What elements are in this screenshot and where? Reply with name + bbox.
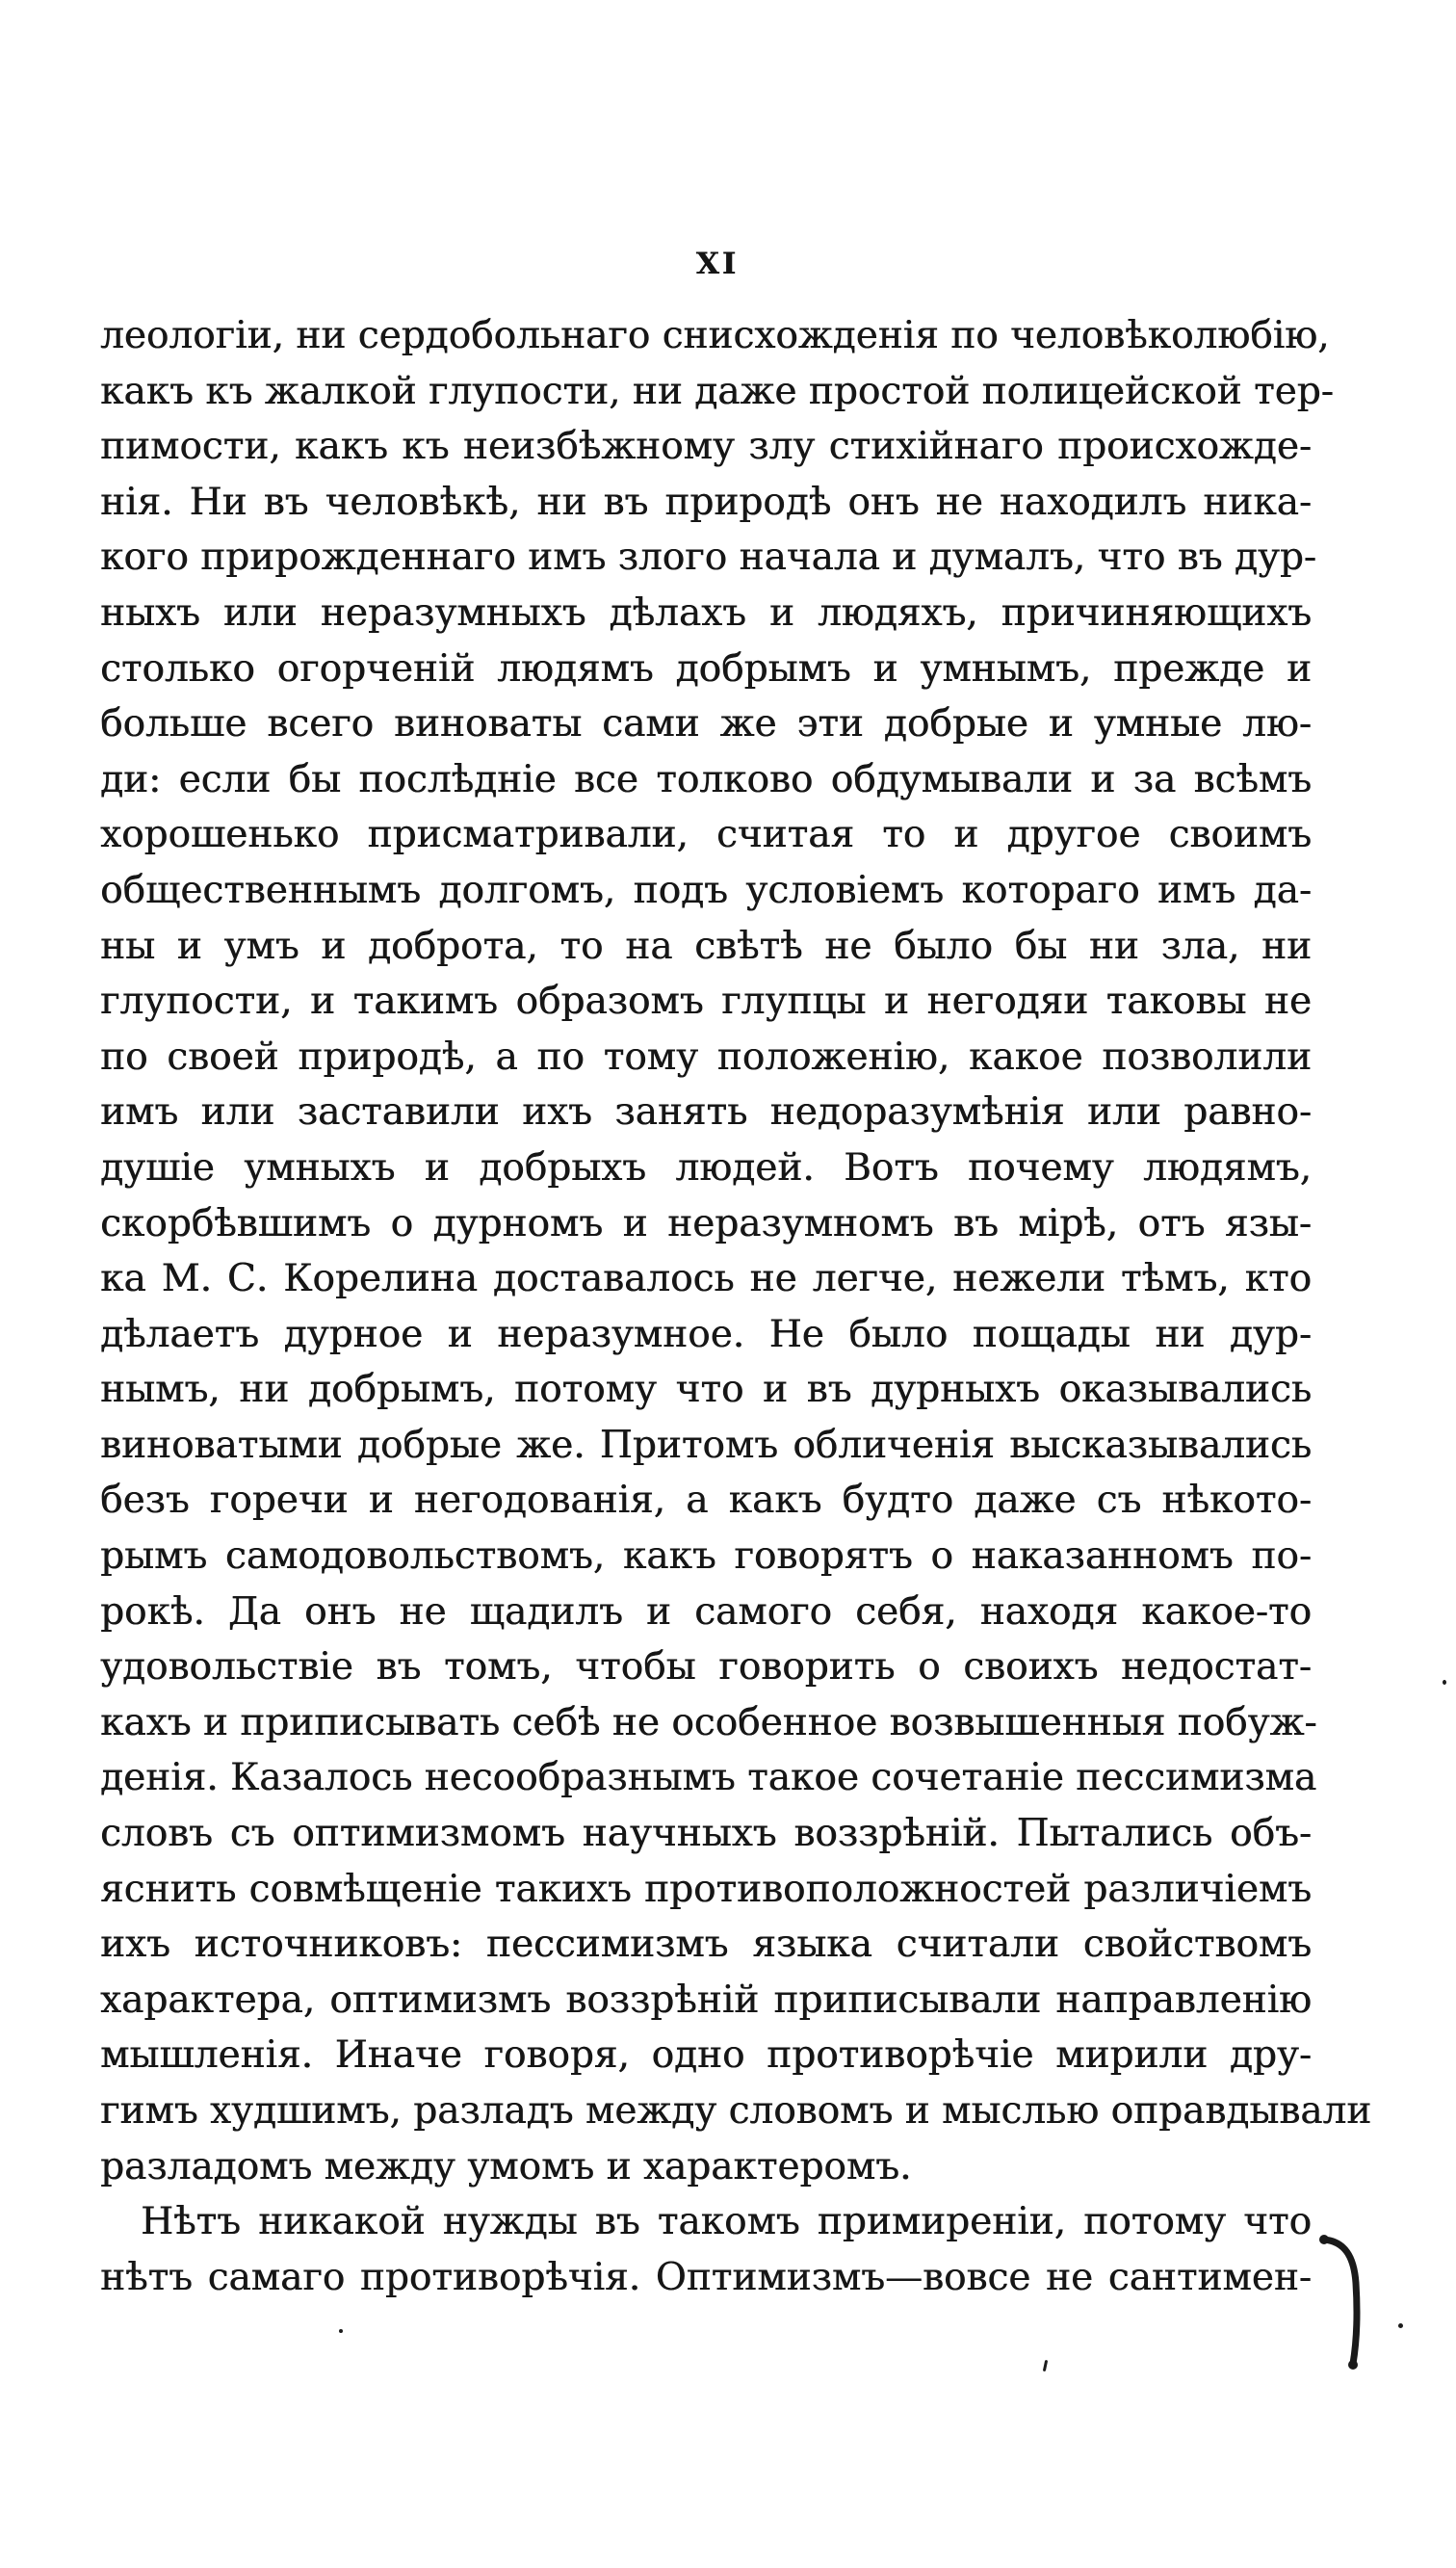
text-line: дѣлаетъ дурное и неразумное. Не было пощады ни дур- <box>100 1312 1312 1356</box>
text-line: рымъ самодовольствомъ, какъ говорятъ о наказанномъ по- <box>100 1534 1312 1579</box>
text-line: хорошенько присматривали, считая то и другое своимъ <box>100 813 1312 857</box>
text-line: скорбѣвшимъ о дурномъ и неразумномъ въ мірѣ, отъ язы- <box>100 1201 1312 1245</box>
text-line: имъ или заставили ихъ занять недоразумѣнія или равно- <box>100 1090 1312 1135</box>
text-line: разладомъ между умомъ и характеромъ. <box>100 2144 912 2188</box>
text-line: ка М. С. Корелина доставалось не легче, нежели тѣмъ, кто <box>100 1257 1312 1301</box>
ink-speck <box>1043 2360 1048 2371</box>
text-line: нымъ, ни добрымъ, потому что и въ дурныхъ оказывались <box>100 1368 1312 1412</box>
text-block <box>100 308 1372 2305</box>
text-line: ди: если бы послѣдніе все толково обдумывали и за всѣмъ <box>100 757 1312 801</box>
text-line: словъ съ оптимизмомъ научныхъ воззрѣній. Пытались объ- <box>100 1812 1312 1856</box>
text-line: рокѣ. Да онъ не щадилъ и самого себя, находя какое-то <box>100 1589 1312 1634</box>
text-line: леологіи, ни сердобольнаго снисхожденія по человѣколюбію, <box>100 314 1330 357</box>
text-line: виноватыми добрые же. Притомъ обличенія высказывались <box>100 1423 1312 1467</box>
text-line: столько огорченій людямъ добрымъ и умнымъ, прежде и <box>100 646 1312 691</box>
pen-mark <box>1315 2223 1373 2382</box>
text-line: характера, оптимизмъ воззрѣній приписывали направленію <box>100 1978 1312 2022</box>
ink-speck <box>1443 1680 1446 1685</box>
text-line: удовольствіе въ томъ, чтобы говорить о своихъ недостат- <box>100 1645 1312 1690</box>
text-line: безъ горечи и негодованія, а какъ будто даже съ нѣкото- <box>100 1479 1312 1523</box>
text-line: по своей природѣ, а по тому положенію, какое позволили <box>100 1035 1312 1079</box>
text-line: ихъ источниковъ: пессимизмъ языка считали свойствомъ <box>100 1923 1312 1967</box>
text-line: глупости, и такимъ образомъ глупцы и негодяи таковы не <box>100 980 1312 1024</box>
text-line: Нѣтъ никакой нужды въ такомъ примиреніи, потому что <box>141 2200 1312 2244</box>
text-line: общественнымъ долгомъ, подъ условіемъ котораго имъ да- <box>100 868 1312 912</box>
text-line: ныхъ или неразумныхъ дѣлахъ и людяхъ, причиняющихъ <box>100 590 1312 635</box>
text-line: денія. Казалось несообразнымъ такое сочетаніе пессимизма <box>100 1756 1317 1800</box>
ink-speck <box>339 2329 343 2333</box>
text-line: кого прирожденнаго имъ злого начала и думалъ, что въ дур- <box>100 536 1316 580</box>
text-line: нія. Ни въ человѣкѣ, ни въ природѣ онъ не находилъ ника- <box>100 480 1312 524</box>
text-line: какъ къ жалкой глупости, ни даже простой полицейской тер- <box>100 369 1334 413</box>
ink-speck <box>1398 2323 1403 2328</box>
text-line: мышленія. Иначе говоря, одно противорѣчіе мирили дру- <box>100 2033 1312 2078</box>
text-line: пимости, какъ къ неизбѣжному злу стихійнаго происхожде- <box>100 425 1312 469</box>
text-line: душіе умныхъ и добрыхъ людей. Вотъ почему людямъ, <box>100 1145 1312 1190</box>
text-line: кахъ и приписывать себѣ не особенное возвышенныя побуж- <box>100 1700 1317 1744</box>
text-line: гимъ худшимъ, разладъ между словомъ и мыслью оправдывали <box>100 2089 1372 2133</box>
text-line: нѣтъ самаго противорѣчія. Оптимизмъ—вовсе не сантимен- <box>100 2255 1312 2299</box>
text-line: ны и умъ и доброта, то на свѣтѣ не было бы ни зла, ни <box>100 924 1312 968</box>
text-line: больше всего виноваты сами же эти добрые и умные лю- <box>100 702 1312 747</box>
text-line: яснить совмѣщеніе такихъ противоположностей различіемъ <box>100 1867 1312 1911</box>
page-number: XI <box>695 247 740 281</box>
